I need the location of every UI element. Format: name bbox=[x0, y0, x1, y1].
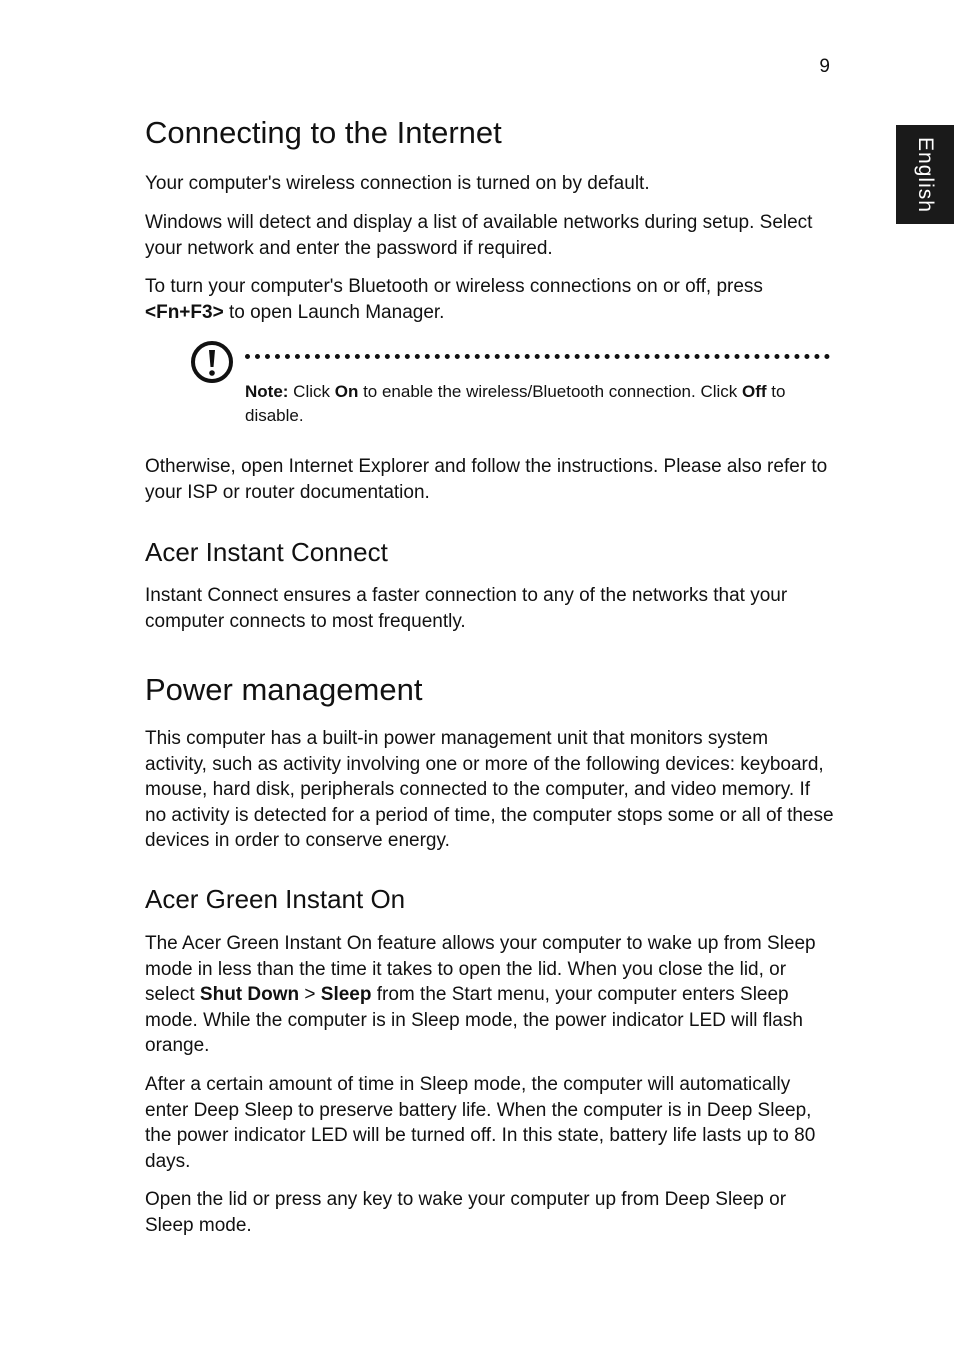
heading-acer-green-instant-on: Acer Green Instant On bbox=[145, 884, 406, 914]
heading-acer-instant-connect: Acer Instant Connect bbox=[145, 537, 388, 567]
note-box bbox=[190, 340, 835, 430]
text: Click bbox=[288, 382, 335, 401]
paragraph-detect-networks: Windows will detect and display a list of available networks during setup. Select your network and enter the password if required. bbox=[145, 212, 813, 259]
text: > bbox=[299, 984, 321, 1005]
heading-connecting-internet: Connecting to the Internet bbox=[145, 115, 502, 150]
paragraph-wake-up: Open the lid or press any key to wake your computer up from Deep Sleep or Sleep mode. bbox=[145, 1189, 787, 1236]
key-combo: <Fn+F3> bbox=[145, 301, 224, 323]
paragraph-wireless-default: Your computer's wireless connection is turned on by default. bbox=[145, 173, 650, 194]
paragraph-internet-explorer: Otherwise, open Internet Explorer and follow the instructions. Please also refer to your ISP or router documentation. bbox=[145, 456, 828, 503]
text: The Acer Green Instant On feature allows your computer to wake up from Sleep mode in less than the time it takes to open the lid. When you close the lid, or select bbox=[145, 933, 816, 1005]
paragraph-toggle-wireless bbox=[145, 274, 835, 325]
shut-down-keyword: Shut Down bbox=[199, 984, 300, 1005]
paragraph-deep-sleep: After a certain amount of time in Sleep mode, the computer will automatically enter Deep Sleep to preserve battery life. When the computer is in Deep Sleep, the power indicator LED will be turned off. In this state, battery life lasts up to 80 days. bbox=[145, 1074, 816, 1172]
page-number: 9 bbox=[819, 56, 830, 77]
sleep-keyword: Sleep bbox=[320, 984, 372, 1005]
language-tab bbox=[896, 125, 954, 224]
text: to open Launch Manager. bbox=[223, 301, 445, 323]
heading-power-management: Power management bbox=[145, 672, 423, 707]
off-keyword: Off bbox=[742, 382, 767, 401]
on-keyword: On bbox=[334, 382, 359, 401]
paragraph-green-instant-on bbox=[145, 931, 835, 1059]
note-text bbox=[245, 380, 825, 428]
exclamation-icon bbox=[190, 340, 234, 384]
text: to enable the wireless/Bluetooth connection. Click bbox=[358, 382, 743, 401]
paragraph-power-management: This computer has a built-in power management unit that monitors system activity, such as activity involving one or more of the following devices: keyboard, mouse, hard disk, peripherals connected to the computer, and video memory. If no activity is detected for a period of time, the computer stops some or all of these devices in order to conserve energy. bbox=[145, 728, 834, 851]
note-divider bbox=[245, 354, 830, 359]
note-label: Note: bbox=[245, 382, 289, 401]
text: from the Start menu, your computer enters Sleep mode. While the computer is in Sleep mode, the power indicator LED will flash orange. bbox=[145, 984, 803, 1056]
language-tab-label: English bbox=[914, 136, 938, 213]
text: To turn your computer's Bluetooth or wireless connections on or off, press bbox=[145, 276, 763, 297]
text: to disable. bbox=[245, 382, 786, 425]
paragraph-instant-connect: Instant Connect ensures a faster connection to any of the networks that your computer connects to most frequently. bbox=[145, 585, 788, 632]
